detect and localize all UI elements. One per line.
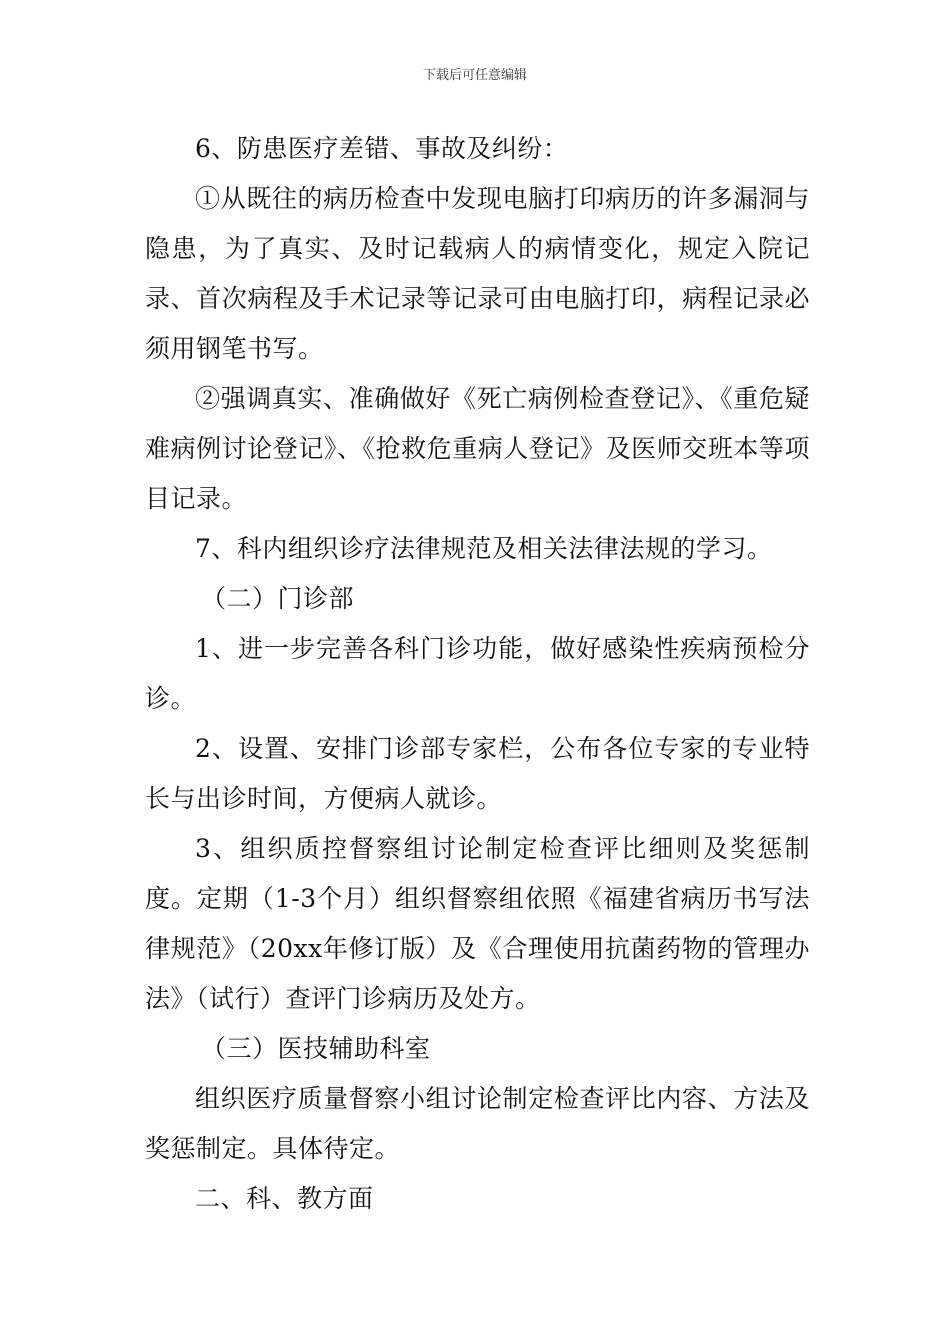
paragraph-expert-column: 2、设置、安排门诊部专家栏，公布各位专家的专业特长与出诊时间，方便病人就诊。 xyxy=(145,734,810,813)
paragraph-quality-control: 3、组织质控督察组讨论制定检查评比细则及奖惩制度。定期（1-3个月）组织督察组依照《福建省病历书写法律规范》（20xx年修订版）及《合理使用抗菌药物的管理办法》（试行）查评门诊病历及处方。 xyxy=(145,834,810,1013)
document-body xyxy=(145,124,810,1224)
paragraph-electronic-records: ①从既往的病历检查中发现电脑打印病历的许多漏洞与隐患，为了真实、及时记载病人的病情变化，规定入院记录、首次病程及手术记录等记录可由电脑打印，病程记录必须用钢笔书写。 xyxy=(145,184,810,363)
paragraph-supervision-group: 组织医疗质量督察小组讨论制定检查评比内容、方法及奖惩制定。具体待定。 xyxy=(145,1084,810,1163)
page-header: 下载后可任意编辑 xyxy=(422,68,527,83)
paragraph-outpatient-function: 1、进一步完善各科门诊功能，做好感染性疾病预检分诊。 xyxy=(145,634,810,713)
paragraph-legal-training: 7、科内组织诊疗法律规范及相关法律法规的学习。 xyxy=(195,534,773,563)
section-heading-outpatient: （二）门诊部 xyxy=(201,584,355,613)
paragraph-registration-records: ②强调真实、准确做好《死亡病例检查登记》、《重危疑难病例讨论登记》、《抢救危重病人登记》及医师交班本等项目记录。 xyxy=(145,384,810,513)
section-heading-research-teaching: 二、科、教方面 xyxy=(195,1184,374,1213)
paragraph-error-prevention: 6、防患医疗差错、事故及纠纷： xyxy=(195,134,569,163)
section-heading-medical-tech: （三）医技辅助科室 xyxy=(201,1034,431,1063)
